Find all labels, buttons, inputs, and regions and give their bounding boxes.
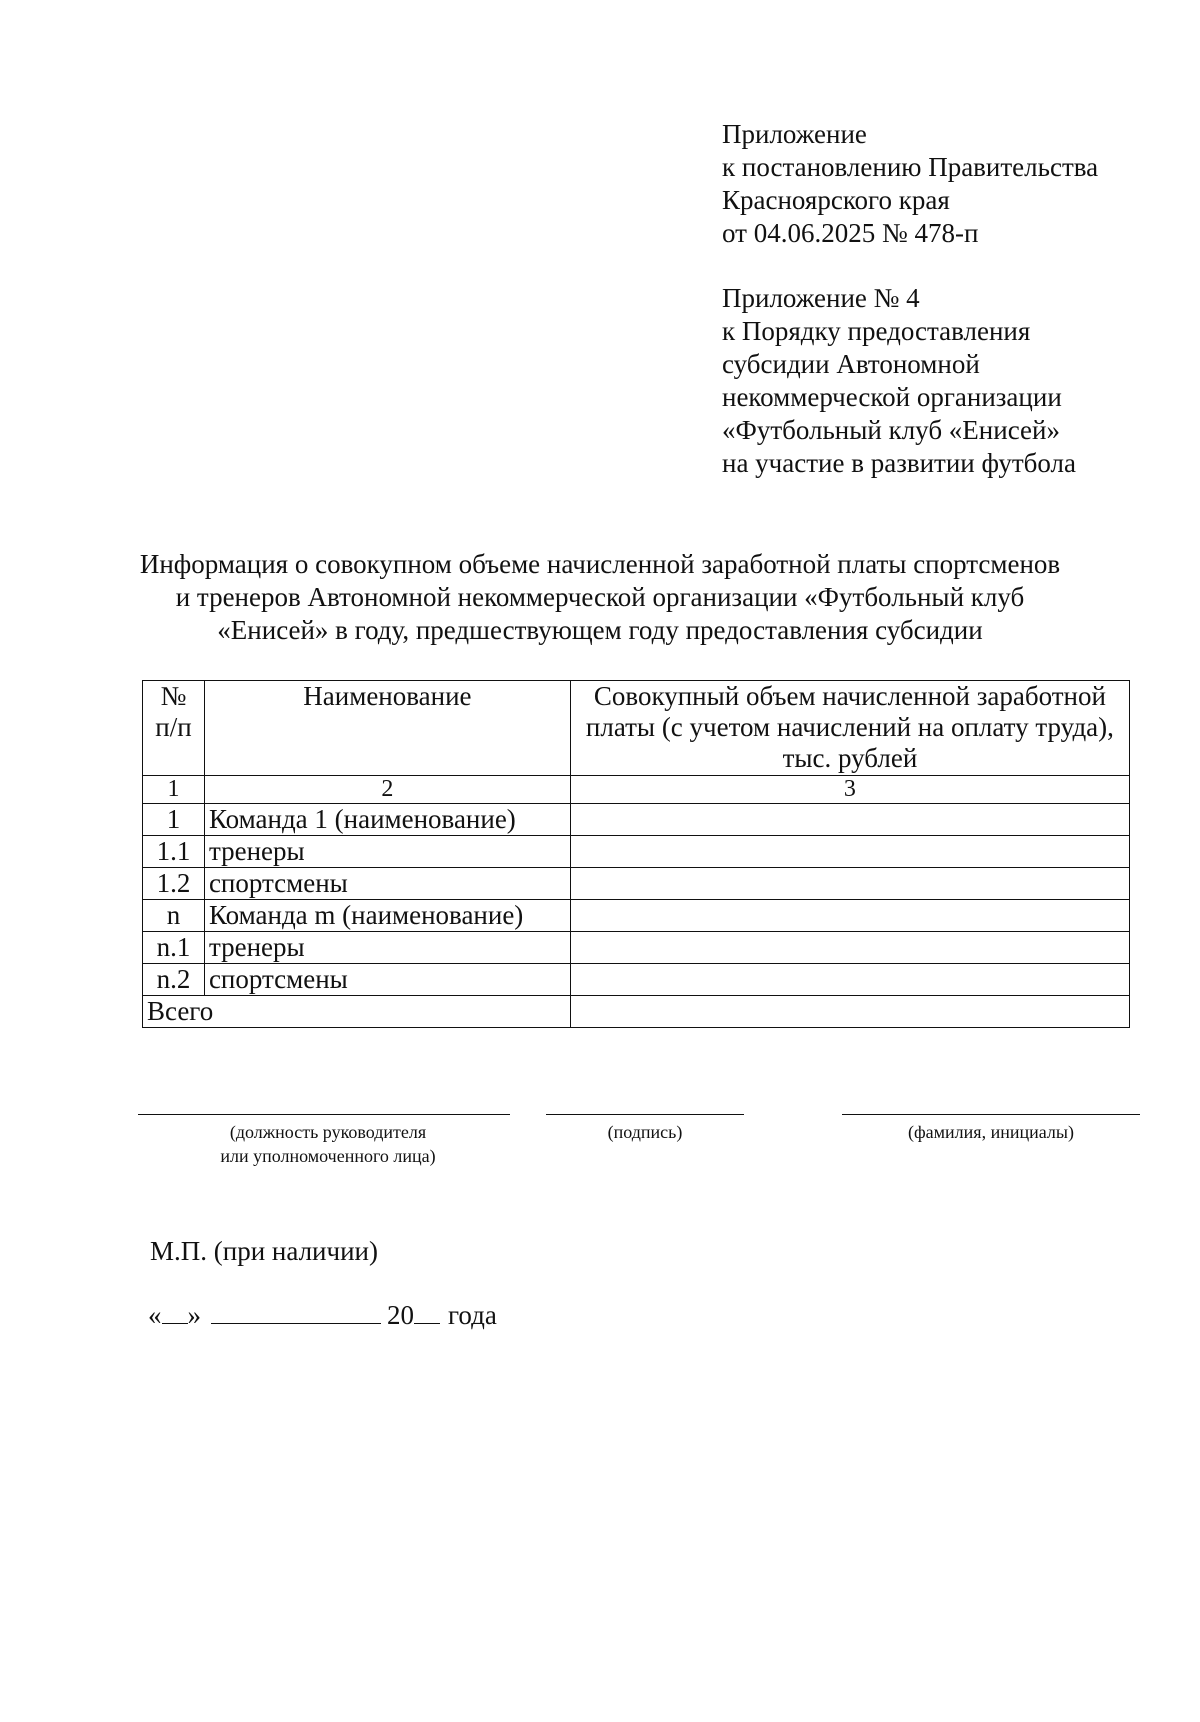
appendix-1-line: от 04.06.2025 № 478-п — [722, 218, 979, 248]
row-number: n — [143, 900, 205, 932]
title-line: Информация о совокупном объеме начисленной заработной платы спортсменов — [139, 549, 1061, 579]
year-suffix: года — [448, 1300, 497, 1330]
appendix-1-line: к постановлению Правительства — [722, 152, 1099, 182]
row-name: спортсмены — [204, 868, 570, 900]
header-number-line1: № — [160, 681, 187, 711]
position-caption-line2: или уполномоченного лица) — [220, 1146, 436, 1166]
appendix-2-line: Приложение № 4 — [722, 283, 920, 313]
row-name: тренеры — [204, 932, 570, 964]
stamp-label: М.П. (при наличии) — [150, 1236, 378, 1266]
appendix-2-line: на участие в развитии футбола — [722, 448, 1076, 478]
document-title — [120, 548, 1080, 647]
year-prefix: 20 — [387, 1300, 414, 1330]
row-value[interactable] — [570, 932, 1129, 964]
header-number — [143, 681, 205, 776]
position-signature-line[interactable] — [138, 1114, 510, 1115]
title-line: и тренеров Автономной некоммерческой организации «Футбольный клуб — [175, 582, 1025, 612]
position-caption — [158, 1120, 498, 1168]
row-value[interactable] — [570, 804, 1129, 836]
appendix-header-1 — [722, 118, 1162, 250]
row-number: n.2 — [143, 964, 205, 996]
row-name: Команда 1 (наименование) — [204, 804, 570, 836]
row-name: тренеры — [204, 836, 570, 868]
row-number: 1 — [143, 804, 205, 836]
date-open-quote: « — [148, 1300, 162, 1330]
signature-caption: (подпись) — [607, 1122, 683, 1142]
appendix-header-2 — [722, 282, 1162, 480]
appendix-1-line: Красноярского края — [722, 185, 950, 215]
table-row — [143, 868, 1130, 900]
appendix-2-line: некоммерческой организации — [722, 382, 1062, 412]
table-row — [143, 964, 1130, 996]
date-close-quote: » — [187, 1300, 201, 1330]
title-line: «Енисей» в году, предшествующем году предоставления субсидии — [217, 615, 983, 645]
signature-line[interactable] — [546, 1114, 744, 1115]
row-value[interactable] — [570, 964, 1129, 996]
header-total-salary: Совокупный объем начисленной заработной платы (с учетом начислений на оплату труда), тыс. рублей — [570, 681, 1129, 776]
table-header-row — [143, 681, 1130, 776]
table-row — [143, 932, 1130, 964]
total-row — [143, 996, 1130, 1028]
appendix-2-line: к Порядку предоставления — [722, 316, 1031, 346]
appendix-2-line: «Футбольный клуб «Енисей» — [722, 415, 1060, 445]
table-row — [143, 804, 1130, 836]
name-caption: (фамилия, инициалы) — [908, 1122, 1074, 1142]
row-name: спортсмены — [204, 964, 570, 996]
day-blank[interactable] — [162, 1301, 188, 1324]
position-caption-line1: (должность руководителя — [229, 1122, 427, 1142]
column-index: 1 — [143, 776, 205, 804]
column-index: 3 — [570, 776, 1129, 804]
date-line — [148, 1300, 497, 1331]
row-name: Команда m (наименование) — [204, 900, 570, 932]
row-value[interactable] — [570, 868, 1129, 900]
total-value[interactable] — [570, 996, 1129, 1028]
year-blank[interactable] — [414, 1301, 440, 1324]
appendix-2-line: субсидии Автономной — [722, 349, 980, 379]
column-index: 2 — [204, 776, 570, 804]
column-index-row — [143, 776, 1130, 804]
row-number: 1.1 — [143, 836, 205, 868]
table-row — [143, 900, 1130, 932]
month-blank[interactable] — [211, 1301, 381, 1324]
total-label: Всего — [143, 996, 571, 1028]
appendix-1-line: Приложение — [722, 119, 867, 149]
header-name: Наименование — [204, 681, 570, 776]
row-value[interactable] — [570, 836, 1129, 868]
row-number: n.1 — [143, 932, 205, 964]
row-value[interactable] — [570, 900, 1129, 932]
table-row — [143, 836, 1130, 868]
row-number: 1.2 — [143, 868, 205, 900]
salary-table — [142, 680, 1130, 1028]
header-number-line2: п/п — [155, 712, 192, 742]
name-signature-line[interactable] — [842, 1114, 1140, 1115]
